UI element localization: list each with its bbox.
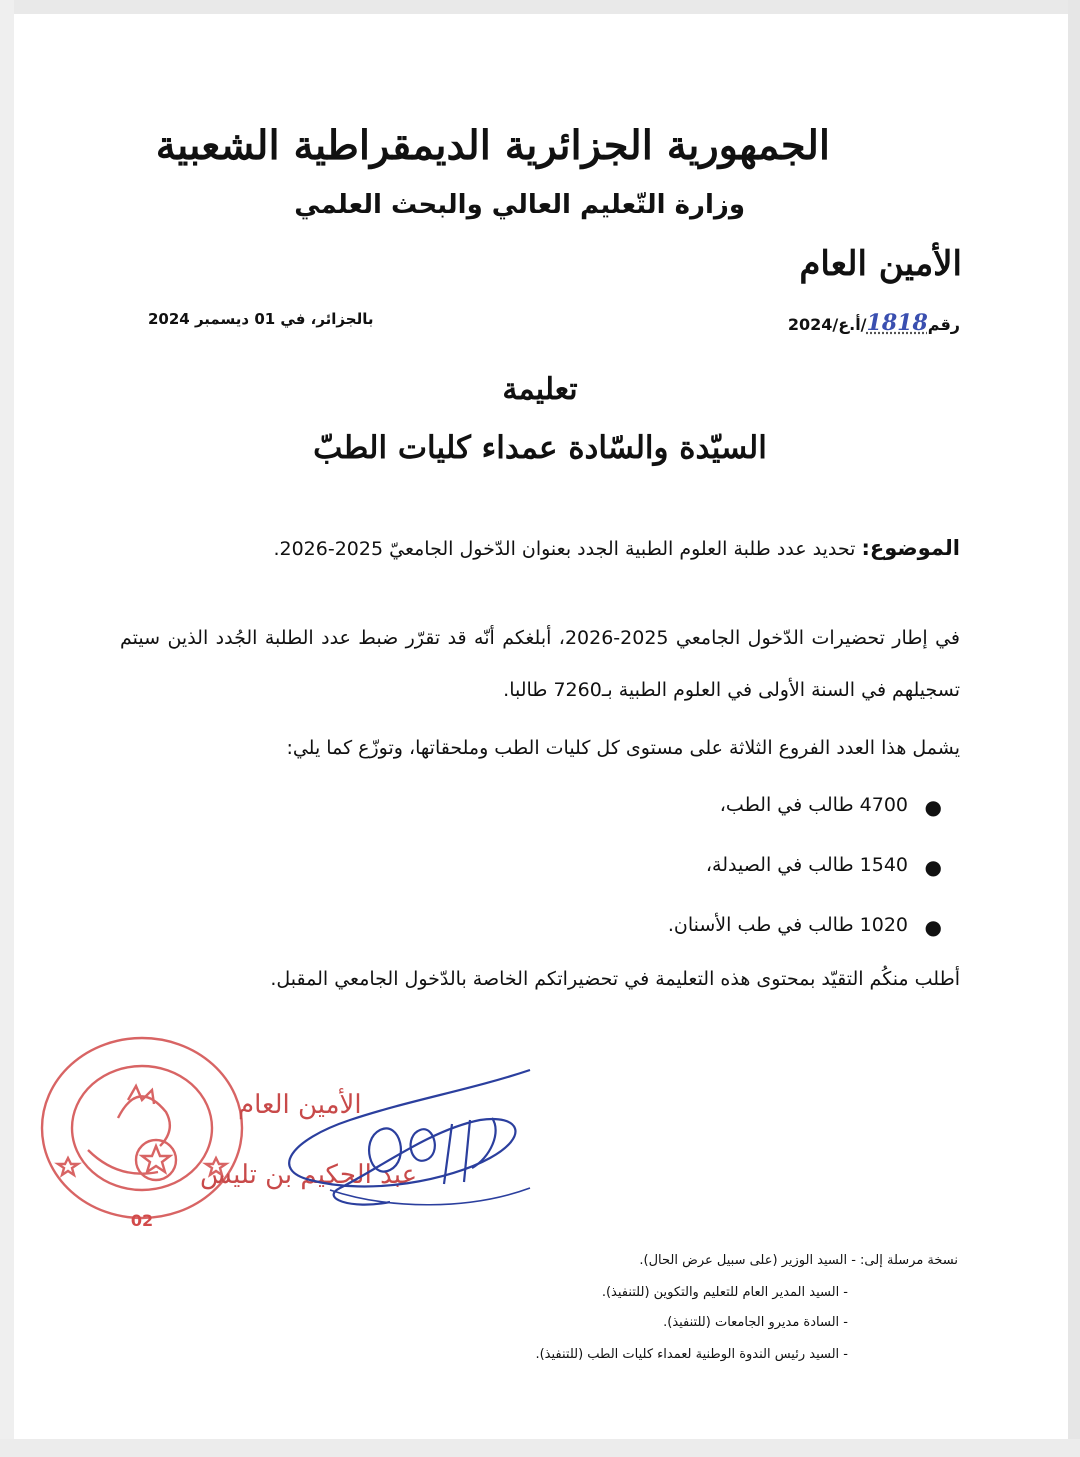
reference-number bbox=[788, 310, 960, 336]
scan-edge-left bbox=[0, 0, 14, 1457]
bullet-icon: ● bbox=[924, 855, 942, 879]
office-header: الأمين العام bbox=[799, 244, 962, 284]
signatory-name: عبد الحكيم بن تليس bbox=[200, 1160, 418, 1190]
list-item-text: 1020 طالب في طب الأسنان. bbox=[667, 914, 908, 936]
copy-recipient: - السيد رئيس الندوة الوطنية لعمداء كليات الطب (للتنفيذ). bbox=[535, 1347, 848, 1362]
list-item bbox=[705, 854, 942, 879]
scan-edge-top bbox=[0, 0, 1080, 14]
body-paragraph-1: في إطار تحضيرات الدّخول الجامعي 2025-2026، أبلغكم أنّه قد تقرّر ضبط عدد الطلبة الجُدد الذين سيتم تسجيلهم في السنة الأولى في العلوم الطبية بـ7260 طالبا. bbox=[120, 627, 960, 701]
list-item-text: 1540 طالب في الصيدلة، bbox=[705, 854, 908, 876]
signatory-title: الأمين العام bbox=[238, 1090, 362, 1120]
bullet-icon: ● bbox=[924, 795, 942, 819]
reference-handwritten-number: 1818 bbox=[866, 310, 928, 336]
list-item bbox=[719, 794, 942, 819]
place-and-date: بالجزائر، في 01 ديسمبر 2024 bbox=[148, 310, 374, 328]
body-paragraph-2: يشمل هذا العدد الفروع الثلاثة على مستوى كل كليات الطب وملحقاتها، وتوزّع كما يلي: bbox=[286, 737, 960, 759]
copy-recipient: نسخة مرسلة إلى: - السيد الوزير (على سبيل عرض الحال). bbox=[639, 1253, 958, 1268]
list-item bbox=[667, 914, 942, 939]
copy-recipient: - السادة مديرو الجامعات (للتنفيذ). bbox=[663, 1315, 848, 1330]
stamp-number: 02 bbox=[130, 1211, 154, 1230]
subject-text: تحديد عدد طلبة العلوم الطبية الجدد بعنوان الدّخول الجامعيّ 2025-2026. bbox=[273, 538, 862, 560]
subject-line bbox=[273, 536, 960, 560]
addressee-line: السيّدة والسّادة عمداء كليات الطبّ bbox=[313, 430, 767, 466]
scan-edge-right bbox=[1068, 0, 1080, 1457]
bullet-icon: ● bbox=[924, 915, 942, 939]
republic-header: الجمهورية الجزائرية الديمقراطية الشعبية bbox=[155, 122, 830, 169]
closing-paragraph: أطلب منكُم التقيّد بمحتوى هذه التعليمة في تحضيراتكم الخاصة بالدّخول الجامعي المقبل. bbox=[270, 968, 960, 990]
reference-prefix: رقم bbox=[927, 315, 960, 334]
ministry-header: وزارة التّعليم العالي والبحث العلمي bbox=[294, 190, 745, 220]
scan-edge-bottom bbox=[0, 1439, 1080, 1457]
document-title: تعليمة bbox=[502, 372, 578, 407]
list-item-text: 4700 طالب في الطب، bbox=[719, 794, 908, 816]
subject-label: الموضوع: bbox=[861, 536, 960, 560]
handwritten-signature-icon bbox=[230, 1060, 560, 1220]
reference-suffix: /أ.ع/2024 bbox=[787, 315, 867, 334]
copy-recipient: - السيد المدير العام للتعليم والتكوين (للتنفيذ). bbox=[601, 1285, 848, 1300]
official-stamp-icon bbox=[28, 1030, 256, 1240]
